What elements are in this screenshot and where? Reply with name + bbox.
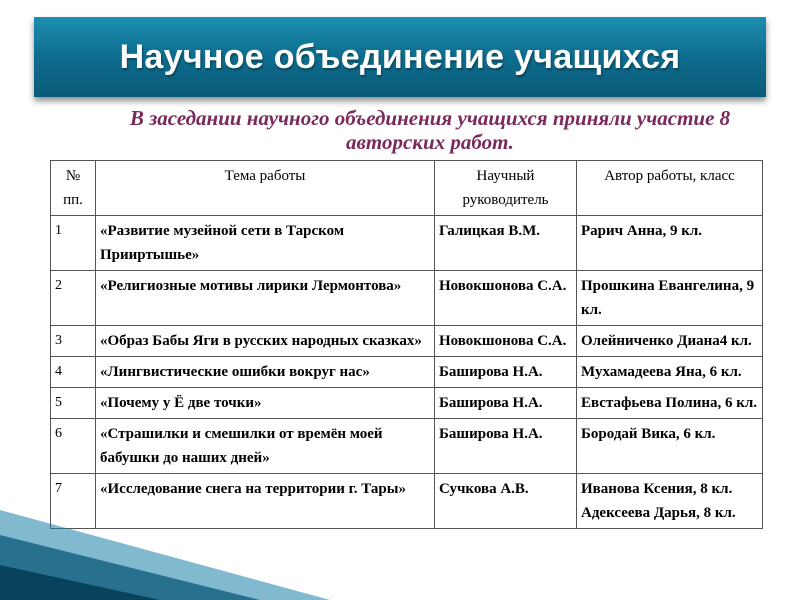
table-row [51, 326, 763, 357]
header-supervisor: Научный руководитель [435, 161, 577, 216]
row-topic: «Лингвистические ошибки вокруг нас» [96, 357, 435, 388]
row-author: Прошкина Евангелина, 9 кл. [577, 271, 763, 326]
row-topic: «Исследование снега на территории г. Тары» [96, 474, 435, 529]
row-number: 6 [51, 419, 96, 474]
row-topic: «Развитие музейной сети в Тарском Прииртышье» [96, 216, 435, 271]
table-row [51, 357, 763, 388]
row-number: 7 [51, 474, 96, 529]
row-supervisor: Галицкая В.М. [435, 216, 577, 271]
row-author: Рарич Анна, 9 кл. [577, 216, 763, 271]
table-row [51, 271, 763, 326]
row-number: 4 [51, 357, 96, 388]
row-number: 3 [51, 326, 96, 357]
row-topic: «Образ Бабы Яги в русских народных сказках» [96, 326, 435, 357]
works-table [50, 160, 763, 529]
row-number: 2 [51, 271, 96, 326]
header-author: Автор работы, класс [577, 161, 763, 216]
table-header-row [51, 161, 763, 216]
row-supervisor: Новокшонова С.А. [435, 271, 577, 326]
row-author: Бородай Вика, 6 кл. [577, 419, 763, 474]
page-title: Научное объединение учащихся [119, 37, 681, 76]
row-author: Олейниченко Диана4 кл. [577, 326, 763, 357]
row-author: Евстафьева Полина, 6 кл. [577, 388, 763, 419]
row-topic: «Религиозные мотивы лирики Лермонтова» [96, 271, 435, 326]
table-row [51, 474, 763, 529]
row-number: 1 [51, 216, 96, 271]
title-banner [34, 17, 766, 97]
table-row [51, 216, 763, 271]
row-author: Иванова Ксения, 8 кл. Адексеева Дарья, 8 кл. [577, 474, 763, 529]
row-supervisor: Баширова Н.А. [435, 388, 577, 419]
row-number: 5 [51, 388, 96, 419]
row-author: Мухамадеева Яна, 6 кл. [577, 357, 763, 388]
row-supervisor: Новокшонова С.А. [435, 326, 577, 357]
intro-text: В заседании научного объединения учащихся приняли участие 8 авторских работ. [129, 106, 731, 154]
row-supervisor: Баширова Н.А. [435, 419, 577, 474]
table-row [51, 388, 763, 419]
header-topic: Тема работы [96, 161, 435, 216]
row-supervisor: Баширова Н.А. [435, 357, 577, 388]
header-num: № пп. [51, 161, 96, 216]
row-topic: «Страшилки и смешилки от времён моей бабушки до наших дней» [96, 419, 435, 474]
row-supervisor: Сучкова А.В. [435, 474, 577, 529]
row-topic: «Почему у Ё две точки» [96, 388, 435, 419]
table-row [51, 419, 763, 474]
